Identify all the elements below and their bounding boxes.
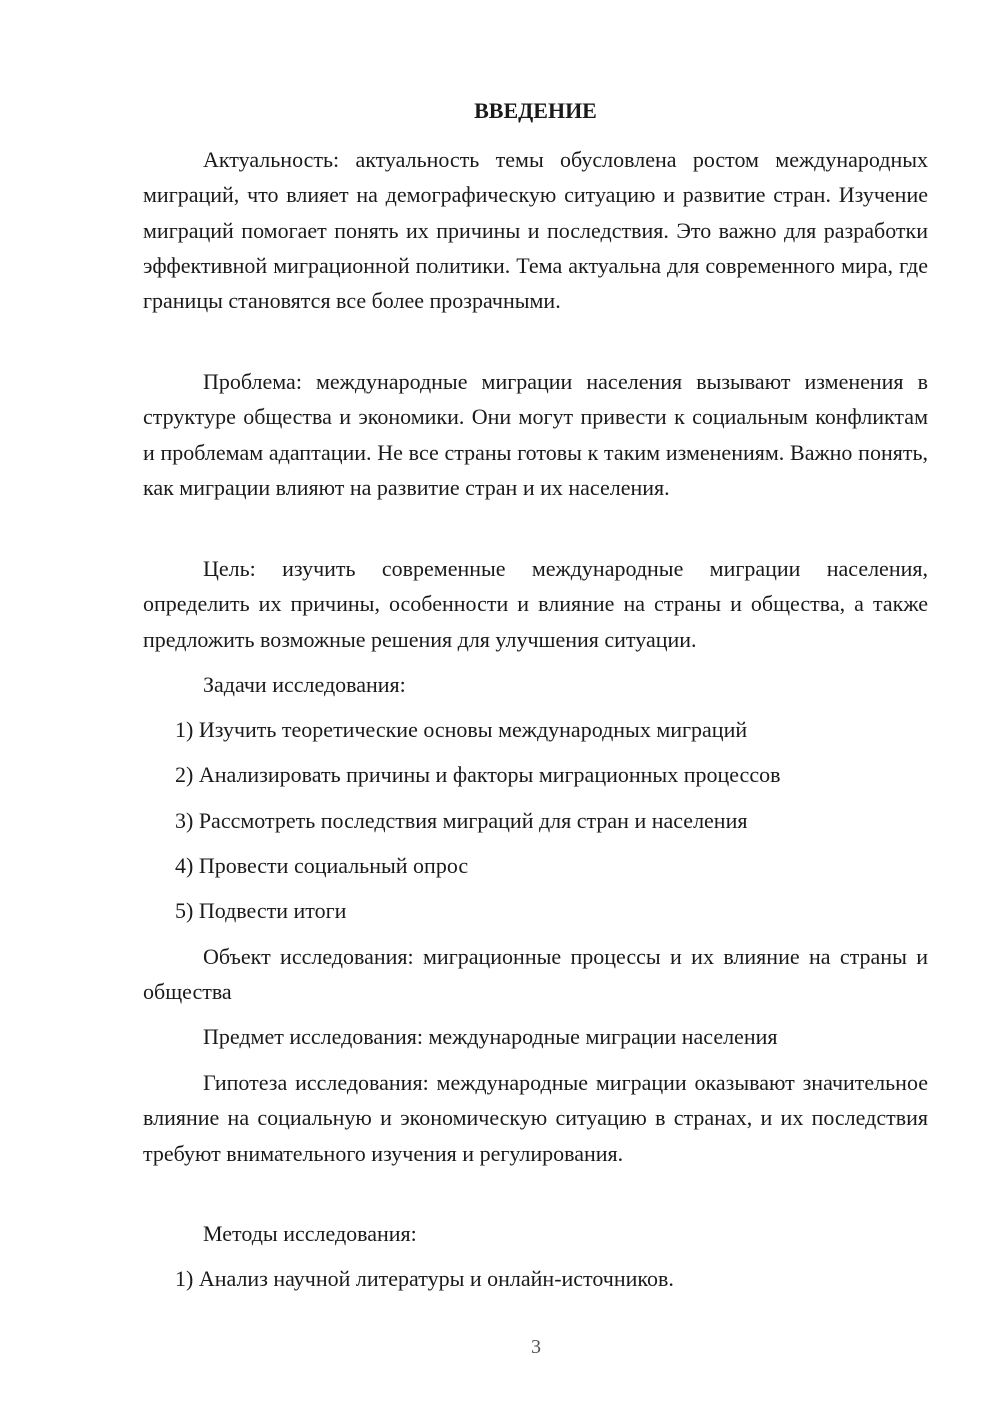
paragraph-subject: Предмет исследования: международные миграции населения (203, 1024, 778, 1049)
task-item-5: 5) Подвести итоги (175, 898, 347, 923)
paragraph-hypothesis: Гипотеза исследования: международные миграции оказывают значительное влияние на социальную и экономическую ситуацию в странах, и их последствия требуют внимательного изучения и регулирования. (143, 1070, 928, 1166)
page-number: 3 (531, 1336, 541, 1358)
method-item-1: 1) Анализ научной литературы и онлайн-источников. (175, 1266, 674, 1291)
task-item-4: 4) Провести социальный опрос (175, 853, 469, 878)
paragraph-object: Объект исследования: миграционные процессы и их влияние на страны и общества (143, 944, 928, 1005)
tasks-heading: Задачи исследования: (203, 672, 406, 697)
paragraph-goal: Цель: изучить современные международные миграции населения, определить их причины, особенности и влияние на страны и общества, а также предложить возможные решения для улучшения ситуации. (143, 556, 928, 652)
task-item-3: 3) Рассмотреть последствия миграций для стран и населения (175, 808, 748, 833)
task-item-2: 2) Анализировать причины и факторы миграционных процессов (175, 762, 781, 787)
paragraph-problem: Проблема: международные миграции населения вызывают изменения в структуре общества и экономики. Они могут привести к социальным конфликтам и проблемам адаптации. Не все страны готовы к таким изменениям. Важно понять, как миграции влияют на развитие стран и их населения. (143, 369, 928, 500)
task-item-1: 1) Изучить теоретические основы международных миграций (175, 717, 748, 742)
methods-heading: Методы исследования: (203, 1221, 417, 1246)
section-title: ВВЕДЕНИЕ (474, 98, 597, 123)
paragraph-relevance: Актуальность: актуальность темы обусловлена ростом международных миграций, что влияет на демографическую ситуацию и развитие стран. Изучение миграций помогает понять их причины и последствия. Это важно для разработки эффективной миграционной политики. Тема актуальна для современного мира, где границы становятся все более прозрачными. (143, 147, 928, 314)
